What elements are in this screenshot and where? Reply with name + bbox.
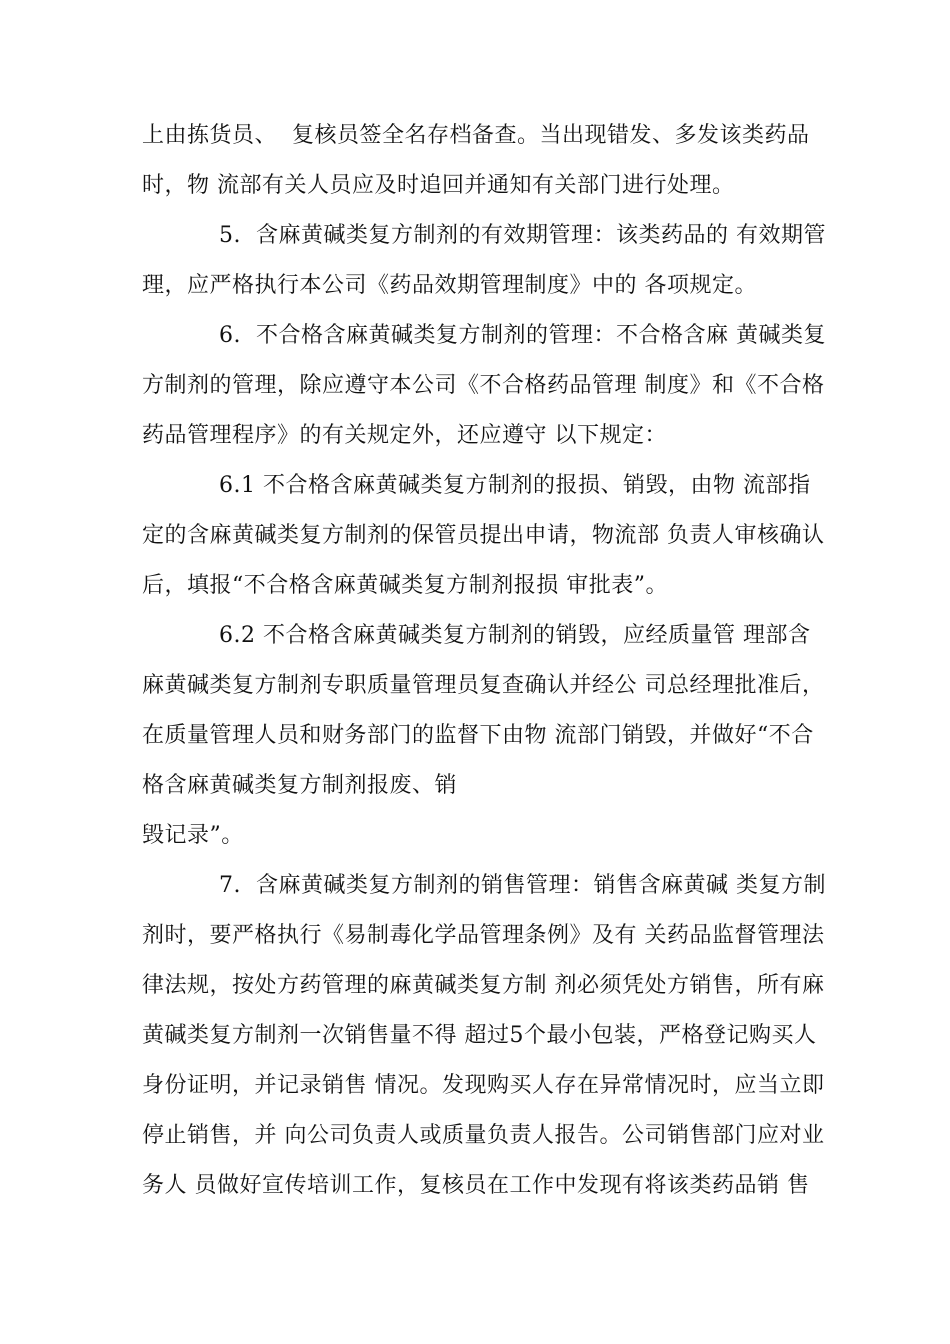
paragraph-line: 务人 员做好宣传培训工作，复核员在工作中发现有将该类药品销 售 [142, 1173, 810, 1198]
paragraph-line: 在质量管理人员和财务部门的监督下由物 流部门销毁，并做好“不合 [142, 723, 814, 748]
paragraph-line: 黄碱类复方制剂一次销售量不得 超过5个最小包装，严格登记购买人 [142, 1023, 817, 1048]
paragraph-line: 毁记录”。 [142, 823, 244, 848]
paragraph-line: 方制剂的管理，除应遵守本公司《不合格药品管理 制度》和《不合格 [142, 373, 825, 398]
paragraph-line: 时，物 流部有关人员应及时追回并通知有关部门进行处理。 [142, 173, 735, 198]
paragraph-line: 格含麻黄碱类复方制剂报废、销 [142, 773, 458, 798]
paragraph-line: 6.2 不合格含麻黄碱类复方制剂的销毁，应经质量管 理部含 [219, 623, 811, 648]
paragraph-line: 6. 不合格含麻黄碱类复方制剂的管理：不合格含麻 黄碱类复 [219, 323, 826, 348]
paragraph-line: 5. 含麻黄碱类复方制剂的有效期管理：该类药品的 有效期管 [219, 223, 826, 248]
paragraph-line: 理，应严格执行本公司《药品效期管理制度》中的 各项规定。 [142, 273, 757, 298]
paragraph-line: 律法规，按处方药管理的麻黄碱类复方制 剂必须凭处方销售，所有麻 [142, 973, 825, 998]
paragraph-line: 上由拣货员、 复核员签全名存档备查。当出现错发、多发该类药品 [142, 123, 810, 148]
paragraph-line: 麻黄碱类复方制剂专职质量管理员复查确认并经公 司总经理批准后， [142, 673, 825, 698]
paragraph-line: 身份证明，并记录销售 情况。发现购买人存在异常情况时，应当立即 [142, 1073, 825, 1098]
paragraph-line: 药品管理程序》的有关规定外，还应遵守 以下规定： [142, 423, 667, 448]
paragraph-line: 停止销售，并 向公司负责人或质量负责人报告。公司销售部门应对业 [142, 1123, 825, 1148]
paragraph-line: 6.1 不合格含麻黄碱类复方制剂的报损、销毁，由物 流部指 [219, 473, 811, 498]
paragraph-line: 7. 含麻黄碱类复方制剂的销售管理：销售含麻黄碱 类复方制 [219, 873, 826, 898]
paragraph-line: 定的含麻黄碱类复方制剂的保管员提出申请，物流部 负责人审核确认 [142, 523, 825, 548]
paragraph-line: 剂时，要严格执行《易制毒化学品管理条例》及有 关药品监督管理法 [142, 923, 825, 948]
paragraph-line: 后，填报“不合格含麻黄碱类复方制剂报损 审批表”。 [142, 573, 668, 598]
